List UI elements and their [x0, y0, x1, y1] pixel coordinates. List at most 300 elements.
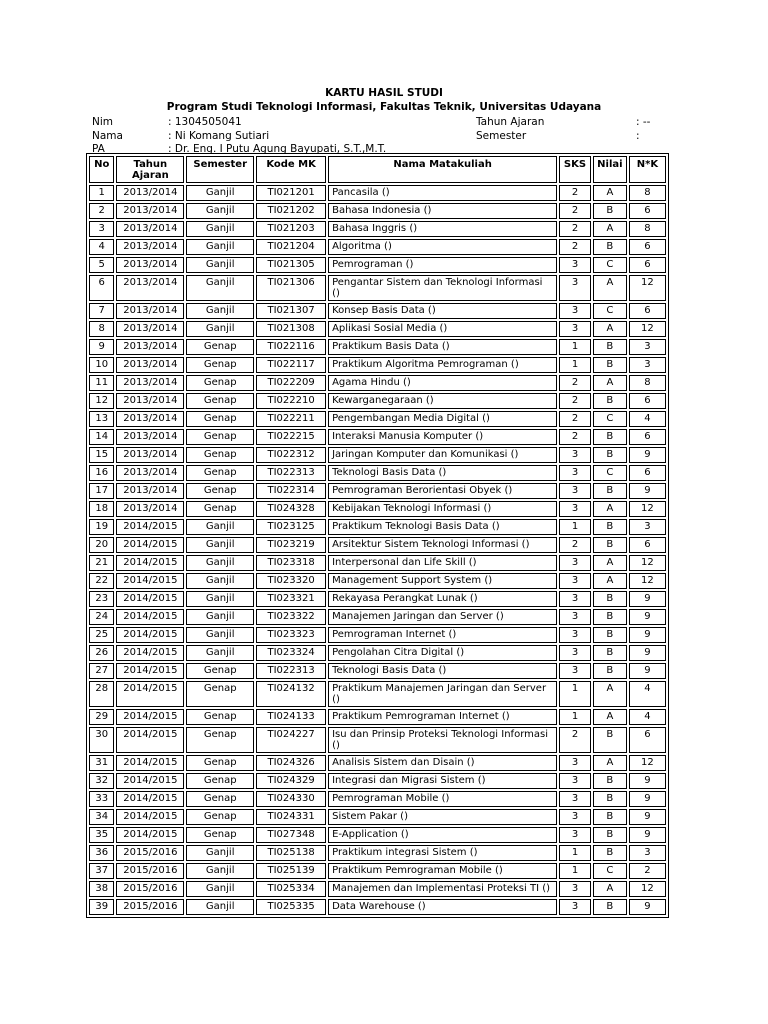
row-nk: 6 — [629, 727, 666, 753]
row-nilai: B — [593, 357, 627, 373]
row-nilai: C — [593, 411, 627, 427]
row-nilai: B — [593, 447, 627, 463]
row-tahun-ajaran: 2013/2014 — [116, 239, 184, 255]
row-tahun-ajaran: 2014/2015 — [116, 609, 184, 625]
row-sks: 3 — [559, 447, 591, 463]
header-nk: N*K — [629, 156, 666, 183]
table-row — [89, 321, 666, 337]
row-nk: 8 — [629, 185, 666, 201]
row-semester: Genap — [186, 755, 254, 771]
row-nk: 9 — [629, 827, 666, 843]
row-nama-matakuliah: Konsep Basis Data () — [328, 303, 557, 319]
row-nilai: B — [593, 727, 627, 753]
row-nilai: A — [593, 375, 627, 391]
row-no: 38 — [89, 881, 114, 897]
row-nilai: A — [593, 573, 627, 589]
row-nk: 12 — [629, 755, 666, 771]
row-kode-mk: TI024328 — [256, 501, 326, 517]
row-semester: Ganjil — [186, 881, 254, 897]
row-semester: Ganjil — [186, 303, 254, 319]
row-nk: 3 — [629, 339, 666, 355]
row-kode-mk: TI021306 — [256, 275, 326, 301]
row-sks: 2 — [559, 239, 591, 255]
row-nk: 4 — [629, 681, 666, 707]
row-sks: 2 — [559, 375, 591, 391]
row-semester: Ganjil — [186, 863, 254, 879]
row-kode-mk: TI024329 — [256, 773, 326, 789]
row-sks: 3 — [559, 609, 591, 625]
row-tahun-ajaran: 2013/2014 — [116, 375, 184, 391]
row-semester: Genap — [186, 339, 254, 355]
table-row — [89, 863, 666, 879]
row-nama-matakuliah: Rekayasa Perangkat Lunak () — [328, 591, 557, 607]
header-no: No — [89, 156, 114, 183]
table-row — [89, 357, 666, 373]
row-no: 24 — [89, 609, 114, 625]
row-semester: Genap — [186, 411, 254, 427]
row-nama-matakuliah: Sistem Pakar () — [328, 809, 557, 825]
row-nama-matakuliah: Analisis Sistem dan Disain () — [328, 755, 557, 771]
row-no: 28 — [89, 681, 114, 707]
row-kode-mk: TI022211 — [256, 411, 326, 427]
row-semester: Ganjil — [186, 221, 254, 237]
row-nk: 6 — [629, 393, 666, 409]
table-row — [89, 609, 666, 625]
table-row — [89, 501, 666, 517]
row-sks: 2 — [559, 185, 591, 201]
row-tahun-ajaran: 2014/2015 — [116, 791, 184, 807]
row-kode-mk: TI023219 — [256, 537, 326, 553]
row-nilai: B — [593, 827, 627, 843]
row-nk: 2 — [629, 863, 666, 879]
row-semester: Ganjil — [186, 257, 254, 273]
row-semester: Genap — [186, 375, 254, 391]
row-nama-matakuliah: Manajemen dan Implementasi Proteksi TI () — [328, 881, 557, 897]
row-nk: 12 — [629, 573, 666, 589]
row-semester: Ganjil — [186, 645, 254, 661]
row-nilai: A — [593, 555, 627, 571]
row-semester: Ganjil — [186, 609, 254, 625]
row-nama-matakuliah: Teknologi Basis Data () — [328, 465, 557, 481]
row-nilai: C — [593, 465, 627, 481]
row-semester: Ganjil — [186, 185, 254, 201]
row-nk: 9 — [629, 483, 666, 499]
row-nk: 6 — [629, 465, 666, 481]
row-sks: 3 — [559, 555, 591, 571]
row-kode-mk: TI025139 — [256, 863, 326, 879]
nim-value: : 1304505041 — [168, 116, 242, 128]
row-kode-mk: TI022116 — [256, 339, 326, 355]
row-kode-mk: TI023318 — [256, 555, 326, 571]
row-tahun-ajaran: 2014/2015 — [116, 755, 184, 771]
row-nilai: B — [593, 203, 627, 219]
row-no: 36 — [89, 845, 114, 861]
row-semester: Genap — [186, 465, 254, 481]
row-nk: 9 — [629, 447, 666, 463]
row-nama-matakuliah: Pemrograman Berorientasi Obyek () — [328, 483, 557, 499]
row-nk: 12 — [629, 501, 666, 517]
header-semester: Semester — [186, 156, 254, 183]
row-no: 15 — [89, 447, 114, 463]
table-row — [89, 393, 666, 409]
row-no: 10 — [89, 357, 114, 373]
row-nama-matakuliah: Data Warehouse () — [328, 899, 557, 915]
row-semester: Genap — [186, 727, 254, 753]
row-sks: 3 — [559, 465, 591, 481]
table-row — [89, 257, 666, 273]
table-row — [89, 681, 666, 707]
table-row — [89, 221, 666, 237]
row-nilai: A — [593, 501, 627, 517]
row-sks: 3 — [559, 645, 591, 661]
row-nama-matakuliah: Praktikum Basis Data () — [328, 339, 557, 355]
row-tahun-ajaran: 2014/2015 — [116, 591, 184, 607]
row-sks: 1 — [559, 681, 591, 707]
row-nk: 6 — [629, 239, 666, 255]
row-no: 33 — [89, 791, 114, 807]
table-row — [89, 845, 666, 861]
row-tahun-ajaran: 2015/2016 — [116, 899, 184, 915]
table-row — [89, 727, 666, 753]
row-kode-mk: TI023322 — [256, 609, 326, 625]
row-no: 9 — [89, 339, 114, 355]
row-no: 34 — [89, 809, 114, 825]
row-kode-mk: TI025335 — [256, 899, 326, 915]
row-nk: 12 — [629, 881, 666, 897]
table-header-row — [89, 156, 666, 183]
row-no: 8 — [89, 321, 114, 337]
header-tahun-ajaran: Tahun Ajaran — [116, 156, 184, 183]
row-nilai: B — [593, 537, 627, 553]
row-nilai: B — [593, 429, 627, 445]
row-semester: Ganjil — [186, 573, 254, 589]
row-semester: Ganjil — [186, 591, 254, 607]
row-nk: 9 — [629, 773, 666, 789]
row-tahun-ajaran: 2013/2014 — [116, 257, 184, 273]
table-row — [89, 519, 666, 535]
row-tahun-ajaran: 2015/2016 — [116, 863, 184, 879]
row-kode-mk: TI022209 — [256, 375, 326, 391]
row-semester: Genap — [186, 483, 254, 499]
row-kode-mk: TI021204 — [256, 239, 326, 255]
header-kode-mk: Kode MK — [256, 156, 326, 183]
row-tahun-ajaran: 2014/2015 — [116, 709, 184, 725]
row-no: 29 — [89, 709, 114, 725]
row-tahun-ajaran: 2013/2014 — [116, 393, 184, 409]
row-semester: Genap — [186, 681, 254, 707]
table-row — [89, 203, 666, 219]
row-sks: 2 — [559, 221, 591, 237]
row-sks: 2 — [559, 203, 591, 219]
row-nilai: B — [593, 899, 627, 915]
row-kode-mk: TI024133 — [256, 709, 326, 725]
semester-value: : — [636, 130, 640, 142]
row-kode-mk: TI021202 — [256, 203, 326, 219]
row-nk: 9 — [629, 645, 666, 661]
row-sks: 3 — [559, 881, 591, 897]
row-nama-matakuliah: Interpersonal dan Life Skill () — [328, 555, 557, 571]
row-nk: 9 — [629, 591, 666, 607]
table-row — [89, 275, 666, 301]
row-nk: 4 — [629, 411, 666, 427]
pa-value: : Dr. Eng. I Putu Agung Bayupati, S.T.,M.T. — [168, 143, 387, 155]
row-semester: Genap — [186, 773, 254, 789]
row-no: 18 — [89, 501, 114, 517]
row-nama-matakuliah: Praktikum Pemrograman Internet () — [328, 709, 557, 725]
grades-table — [86, 153, 669, 918]
table-row — [89, 537, 666, 553]
row-nama-matakuliah: Isu dan Prinsip Proteksi Teknologi Informasi () — [328, 727, 557, 753]
header-nama-matakuliah: Nama Matakuliah — [328, 156, 557, 183]
row-nama-matakuliah: Interaksi Manusia Komputer () — [328, 429, 557, 445]
row-nk: 6 — [629, 257, 666, 273]
row-nama-matakuliah: Pengantar Sistem dan Teknologi Informasi () — [328, 275, 557, 301]
row-tahun-ajaran: 2013/2014 — [116, 447, 184, 463]
row-no: 11 — [89, 375, 114, 391]
row-semester: Ganjil — [186, 203, 254, 219]
row-no: 20 — [89, 537, 114, 553]
row-nama-matakuliah: Teknologi Basis Data () — [328, 663, 557, 679]
row-nk: 12 — [629, 321, 666, 337]
row-kode-mk: TI021308 — [256, 321, 326, 337]
row-semester: Genap — [186, 709, 254, 725]
row-nama-matakuliah: Praktikum Teknologi Basis Data () — [328, 519, 557, 535]
row-kode-mk: TI021307 — [256, 303, 326, 319]
row-nama-matakuliah: Pemrograman () — [328, 257, 557, 273]
row-kode-mk: TI023323 — [256, 627, 326, 643]
row-nilai: C — [593, 257, 627, 273]
row-tahun-ajaran: 2014/2015 — [116, 663, 184, 679]
table-row — [89, 881, 666, 897]
table-row — [89, 709, 666, 725]
row-nk: 9 — [629, 809, 666, 825]
table-row — [89, 645, 666, 661]
row-sks: 3 — [559, 275, 591, 301]
row-nama-matakuliah: Pemrograman Mobile () — [328, 791, 557, 807]
table-row — [89, 239, 666, 255]
tahun-ajaran-label: Tahun Ajaran — [476, 116, 545, 128]
row-semester: Ganjil — [186, 845, 254, 861]
row-nilai: B — [593, 339, 627, 355]
row-kode-mk: TI022215 — [256, 429, 326, 445]
row-nilai: B — [593, 239, 627, 255]
row-nk: 3 — [629, 519, 666, 535]
row-nilai: C — [593, 863, 627, 879]
table-row — [89, 591, 666, 607]
row-no: 13 — [89, 411, 114, 427]
row-nilai: A — [593, 185, 627, 201]
row-nilai: A — [593, 221, 627, 237]
row-sks: 3 — [559, 321, 591, 337]
row-sks: 1 — [559, 519, 591, 535]
row-nilai: B — [593, 645, 627, 661]
nama-label: Nama — [92, 130, 123, 142]
row-nama-matakuliah: Praktikum Pemrograman Mobile () — [328, 863, 557, 879]
row-no: 2 — [89, 203, 114, 219]
row-tahun-ajaran: 2014/2015 — [116, 555, 184, 571]
row-tahun-ajaran: 2013/2014 — [116, 465, 184, 481]
row-nilai: B — [593, 519, 627, 535]
row-kode-mk: TI021201 — [256, 185, 326, 201]
row-semester: Ganjil — [186, 239, 254, 255]
row-nama-matakuliah: Management Support System () — [328, 573, 557, 589]
row-no: 1 — [89, 185, 114, 201]
row-nk: 6 — [629, 537, 666, 553]
row-kode-mk: TI022313 — [256, 465, 326, 481]
row-sks: 3 — [559, 791, 591, 807]
row-no: 23 — [89, 591, 114, 607]
row-sks: 3 — [559, 899, 591, 915]
row-kode-mk: TI022314 — [256, 483, 326, 499]
row-sks: 3 — [559, 755, 591, 771]
row-sks: 3 — [559, 663, 591, 679]
row-no: 6 — [89, 275, 114, 301]
table-row — [89, 411, 666, 427]
row-kode-mk: TI027348 — [256, 827, 326, 843]
table-row — [89, 755, 666, 771]
row-tahun-ajaran: 2014/2015 — [116, 537, 184, 553]
row-nilai: B — [593, 591, 627, 607]
row-nk: 9 — [629, 791, 666, 807]
pa-label: PA — [92, 143, 105, 155]
row-semester: Genap — [186, 429, 254, 445]
row-tahun-ajaran: 2013/2014 — [116, 483, 184, 499]
row-nk: 4 — [629, 709, 666, 725]
row-kode-mk: TI024227 — [256, 727, 326, 753]
row-tahun-ajaran: 2014/2015 — [116, 519, 184, 535]
row-sks: 2 — [559, 411, 591, 427]
row-sks: 3 — [559, 591, 591, 607]
row-nama-matakuliah: Arsitektur Sistem Teknologi Informasi () — [328, 537, 557, 553]
row-nilai: A — [593, 275, 627, 301]
document-title: KARTU HASIL STUDI — [325, 87, 443, 99]
row-sks: 3 — [559, 501, 591, 517]
row-nilai: A — [593, 881, 627, 897]
row-tahun-ajaran: 2014/2015 — [116, 573, 184, 589]
table-row — [89, 375, 666, 391]
table-row — [89, 663, 666, 679]
row-nilai: B — [593, 483, 627, 499]
table-row — [89, 773, 666, 789]
header-sks: SKS — [559, 156, 591, 183]
row-nilai: B — [593, 845, 627, 861]
row-nama-matakuliah: Pengembangan Media Digital () — [328, 411, 557, 427]
row-nama-matakuliah: Pancasila () — [328, 185, 557, 201]
row-no: 22 — [89, 573, 114, 589]
row-kode-mk: TI024132 — [256, 681, 326, 707]
row-kode-mk: TI023324 — [256, 645, 326, 661]
nama-value: : Ni Komang Sutiari — [168, 130, 270, 142]
row-nilai: B — [593, 791, 627, 807]
row-no: 32 — [89, 773, 114, 789]
row-semester: Ganjil — [186, 899, 254, 915]
row-nilai: B — [593, 393, 627, 409]
table-row — [89, 827, 666, 843]
row-semester: Ganjil — [186, 537, 254, 553]
row-nilai: C — [593, 303, 627, 319]
row-kode-mk: TI025138 — [256, 845, 326, 861]
row-tahun-ajaran: 2013/2014 — [116, 275, 184, 301]
row-nama-matakuliah: Agama Hindu () — [328, 375, 557, 391]
row-no: 31 — [89, 755, 114, 771]
row-tahun-ajaran: 2014/2015 — [116, 809, 184, 825]
row-tahun-ajaran: 2014/2015 — [116, 681, 184, 707]
row-no: 35 — [89, 827, 114, 843]
row-kode-mk: TI025334 — [256, 881, 326, 897]
row-kode-mk: TI023321 — [256, 591, 326, 607]
row-sks: 2 — [559, 727, 591, 753]
row-nk: 9 — [629, 899, 666, 915]
row-nama-matakuliah: Pemrograman Internet () — [328, 627, 557, 643]
row-semester: Genap — [186, 791, 254, 807]
row-no: 12 — [89, 393, 114, 409]
row-tahun-ajaran: 2015/2016 — [116, 881, 184, 897]
row-kode-mk: TI023320 — [256, 573, 326, 589]
row-sks: 1 — [559, 863, 591, 879]
row-no: 7 — [89, 303, 114, 319]
row-nilai: B — [593, 627, 627, 643]
table-row — [89, 627, 666, 643]
table-row — [89, 303, 666, 319]
row-nama-matakuliah: Pengolahan Citra Digital () — [328, 645, 557, 661]
row-kode-mk: TI024326 — [256, 755, 326, 771]
row-sks: 3 — [559, 827, 591, 843]
row-tahun-ajaran: 2013/2014 — [116, 303, 184, 319]
table-row — [89, 899, 666, 915]
row-tahun-ajaran: 2013/2014 — [116, 501, 184, 517]
row-semester: Genap — [186, 393, 254, 409]
row-nk: 9 — [629, 627, 666, 643]
row-semester: Genap — [186, 357, 254, 373]
row-nama-matakuliah: E-Application () — [328, 827, 557, 843]
row-sks: 2 — [559, 393, 591, 409]
row-nama-matakuliah: Jaringan Komputer dan Komunikasi () — [328, 447, 557, 463]
row-semester: Ganjil — [186, 627, 254, 643]
row-nilai: B — [593, 609, 627, 625]
row-tahun-ajaran: 2013/2014 — [116, 339, 184, 355]
row-nk: 6 — [629, 303, 666, 319]
row-no: 4 — [89, 239, 114, 255]
row-sks: 1 — [559, 339, 591, 355]
row-no: 5 — [89, 257, 114, 273]
row-tahun-ajaran: 2014/2015 — [116, 773, 184, 789]
row-sks: 3 — [559, 573, 591, 589]
row-tahun-ajaran: 2014/2015 — [116, 645, 184, 661]
row-nk: 8 — [629, 221, 666, 237]
row-kode-mk: TI022210 — [256, 393, 326, 409]
row-kode-mk: TI022312 — [256, 447, 326, 463]
row-nama-matakuliah: Bahasa Indonesia () — [328, 203, 557, 219]
semester-label: Semester — [476, 130, 527, 142]
row-kode-mk: TI022117 — [256, 357, 326, 373]
table-row — [89, 809, 666, 825]
row-kode-mk: TI022313 — [256, 663, 326, 679]
row-kode-mk: TI021203 — [256, 221, 326, 237]
row-nama-matakuliah: Kebijakan Teknologi Informasi () — [328, 501, 557, 517]
table-row — [89, 465, 666, 481]
row-sks: 2 — [559, 537, 591, 553]
row-tahun-ajaran: 2013/2014 — [116, 429, 184, 445]
row-kode-mk: TI023125 — [256, 519, 326, 535]
row-kode-mk: TI024330 — [256, 791, 326, 807]
row-nk: 12 — [629, 275, 666, 301]
row-tahun-ajaran: 2014/2015 — [116, 627, 184, 643]
row-semester: Genap — [186, 827, 254, 843]
row-nama-matakuliah: Aplikasi Sosial Media () — [328, 321, 557, 337]
row-sks: 3 — [559, 303, 591, 319]
nim-label: Nim — [92, 116, 113, 128]
row-sks: 3 — [559, 627, 591, 643]
